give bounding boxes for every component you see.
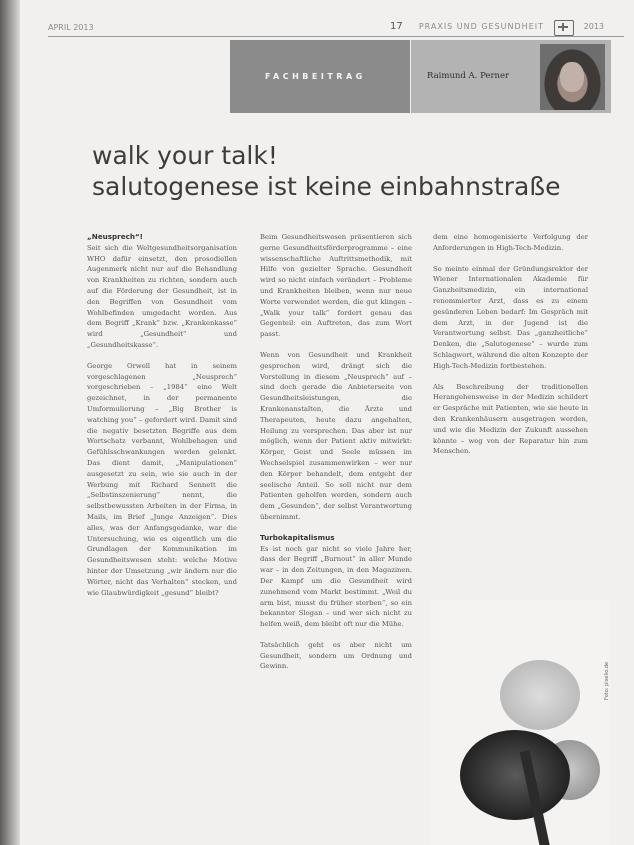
title-line-1: walk your talk!	[92, 141, 278, 170]
article-title	[92, 140, 560, 202]
col3-paragraph-3: Als Beschreibung der traditionellen Herangehensweise in der Medizin schildert er Gespräche mit Patienten, wie sie heute in den Krankenhäusern ausgetragen werden, und wie die Medizin der Zukunft aussehen könnte – weg von der Reparatur hin zum Menschen.	[433, 382, 588, 456]
col1-paragraph-2: George Orwell hat in seinem vorgeschlagenen „Neusprech“ vorgeschrieben – „1984“ eine Welt gezeichnet, in der permanente Umformulierung – „Big Brother is watching you“ – gefordert wird. Damit sind die negativ besetzten Begriffe aus dem Wortschatz verbannt, Wohlbehagen und Gefühlsschwankungen werden gelenkt. Das dient damit, „Manipulationen“ ausgesetzt zu sein, wie sie auch in der Werbung mit Richard Sennett die „Selbstinszenierung“ nennt, die selbstbewussten Arbeiten in der Firma, in Mails, im Brief „Junge Anzeigen“. Dies alles, was der Anfangsgedanke, war die Untersuchung, wie es eigentlich um die Grundlagen der Kommunikation im Gesundheitswesen steht: welche Motive hinter der Umsetzung „wir ändern nur die Wörter, nicht das Verhalten“ stecken, und wie Glaubwürdigkeit „gesund“ bleibt?	[87, 361, 237, 597]
text-column-1	[87, 232, 237, 837]
photo-credit: Foto: pixelio.de	[604, 661, 610, 700]
header-issue: APRIL 2013	[48, 23, 94, 32]
col2-paragraph-4: Tatsächlich geht es aber nicht um Gesundheit, sondern um Ordnung und Gewinn.	[260, 640, 412, 671]
magazine-name: PRAXIS UND GESUNDHEIT	[418, 22, 544, 31]
col3-paragraph-1: dem eine homogenisierte Verfolgung der Anforderungen in High-Tech-Medizin.	[433, 233, 588, 252]
text-column-3	[433, 232, 588, 487]
flower-leaves	[460, 730, 570, 820]
page-binding	[0, 0, 20, 845]
page-number: 17	[390, 21, 403, 32]
author-box	[411, 40, 611, 113]
running-header	[48, 21, 604, 35]
col2-paragraph-1: Beim Gesundheitswesen präsentieren sich gerne Gesundheitsförderprogramme – eine wissenschaftliche Auftrittsmethodik, mit Hilfe von gezielter Sprache. Gesundheit wird so nicht einfach verändert – Probleme und Krankheiten bleiben, wenn nur neue Worte verwendet werden, die gut klingen – „Walk your talk“ fordert genau das Gegenteil: ein Auftreten, das zum Wort passt.	[260, 233, 412, 339]
section-banner	[230, 40, 410, 113]
flower-petal	[500, 660, 580, 730]
col2-paragraph-3: Es ist noch gar nicht so viele Jahre her, dass der Begriff „Burnout“ in aller Munde war – in den Zeitungen, in den Magazinen. Der Kampf um die Gesundheit wird zunehmend vom Markt bestimmt. „Weil du arm bist, musst du früher sterben“, so ein bekannter Slogan – und wer sich nicht zu helfen weiß, dem bleibt oft nur die Mühe.	[260, 544, 412, 629]
author-name: Raimund A. Perner	[427, 71, 510, 81]
col2-heading: Turbokapitalismus	[260, 532, 335, 542]
cross-logo-icon	[554, 20, 574, 36]
title-line-2: salutogenese ist keine einbahnstraße	[92, 172, 561, 201]
text-column-2	[260, 232, 412, 837]
col3-paragraph-2: So meinte einmal der Gründungsrektor der Wiener Internationalen Akademie für Ganzheitsmedizin, ein international renommierter Arzt, dass es zu einem gesünderen Leben bedarf: Im Gespräch mit dem Arzt, in der Jugend ist die Verantwortung selbst. Das „ganzheitliche“ Denken, die „Salutogenese“ – wurde zum Schlagwort, während die alten Konzepte der High-Tech-Medizin fortbestehen.	[433, 264, 588, 370]
col1-heading: „Neusprech“!	[87, 232, 143, 241]
flower-photo	[430, 600, 610, 845]
col2-paragraph-2: Wenn von Gesundheit und Krankheit gesprochen wird, drängt sich die Vorstellung in diesem „Neusprech“ auf – sind doch gerade die Anbieterseite von Gesundheitsleistungen, die Krankenanstalten, die Ärzte und Therapeuten, heute dazu angehalten, Heilung zu versprechen. Das aber ist nur möglich, wenn der Patient aktiv mitwirkt: Körper, Geist und Seele müssen im Wechselspiel zusammenwirken – wer nur den Körper behandelt, dem entgeht der seelische Anteil. So soll nicht nur dem Patienten geholfen werden, sondern auch dem „Gesunden“, der selbst Verantwortung übernimmt.	[260, 350, 412, 521]
header-rule	[48, 36, 624, 37]
author-photo	[540, 44, 605, 110]
col1-paragraph-1: Seit sich die Weltgesundheitsorganisation WHO dafür einsetzt, den prosodiellen Augenmerk nicht nur auf die Behandlung von Krankheiten zu richten, sondern auch auf die Förderung der Gesundheit, ist in den Begriffen von Gesundheit vom Wohlbefinden umgedacht worden. Aus dem Begriff „Krank“ bzw. „Krankenkasse“ wird „Gesundheit“ und „Gesundheitskasse“.	[87, 243, 237, 349]
section-label: FACHBEITRAG	[265, 72, 366, 81]
header-year: 2013	[583, 22, 604, 31]
